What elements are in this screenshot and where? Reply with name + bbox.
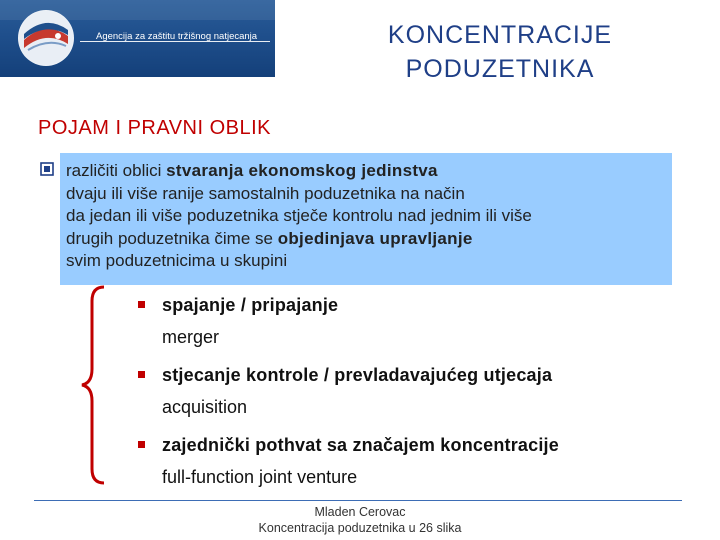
definition-line-5: svim poduzetnicima u skupini xyxy=(66,251,288,270)
form-english: merger xyxy=(162,327,220,347)
agency-logo-icon xyxy=(18,10,74,66)
definition-bold-2: objedinjava upravljanje xyxy=(277,228,473,248)
form-name: stjecanje kontrole / prevladavajućeg utjecaja xyxy=(162,365,553,385)
form-name: zajednički pothvat sa značajem koncentracije xyxy=(162,435,559,455)
definition-line-3: da jedan ili više poduzetnika stječe kontrolu nad jednim ili više xyxy=(66,206,532,225)
form-english: acquisition xyxy=(162,397,248,417)
definition-text xyxy=(66,160,672,273)
definition-line-4 xyxy=(66,228,672,251)
title-line-1: KONCENTRACIJE xyxy=(387,21,613,49)
page-title xyxy=(350,18,650,86)
footer xyxy=(0,504,720,536)
list-item xyxy=(138,365,698,435)
square-bullet-icon xyxy=(138,301,145,308)
definition-line-2: dvaju ili više ranije samostalnih poduzetnika na način xyxy=(66,183,465,203)
title-line-2: PODUZETNIKA xyxy=(405,55,595,83)
curly-brace-icon xyxy=(78,285,106,485)
agency-name: Agencija za zaštitu tržišnog natjecanja xyxy=(96,31,258,42)
definition-part-4: drugih poduzetnika čime se xyxy=(66,228,278,248)
footer-caption: Koncentracija poduzetnika u 26 slika xyxy=(258,521,462,535)
definition-bold-1: stvaranja ekonomskog jedinstva xyxy=(166,161,438,180)
definition-part-1: različiti oblici xyxy=(66,161,167,180)
checkbox-bullet-icon xyxy=(40,162,54,176)
list-item xyxy=(138,435,698,505)
footer-author: Mladen Cerovac xyxy=(314,505,406,519)
form-english: full-function joint venture xyxy=(162,467,358,487)
footer-divider xyxy=(34,500,682,501)
form-name: spajanje / pripajanje xyxy=(162,295,339,315)
square-bullet-icon xyxy=(138,441,145,448)
square-bullet-icon xyxy=(138,371,145,378)
section-heading: POJAM I PRAVNI OBLIK xyxy=(38,117,272,139)
forms-list xyxy=(138,295,698,505)
header-banner xyxy=(0,0,275,77)
definition-line-1 xyxy=(66,160,672,183)
list-item xyxy=(138,295,698,365)
